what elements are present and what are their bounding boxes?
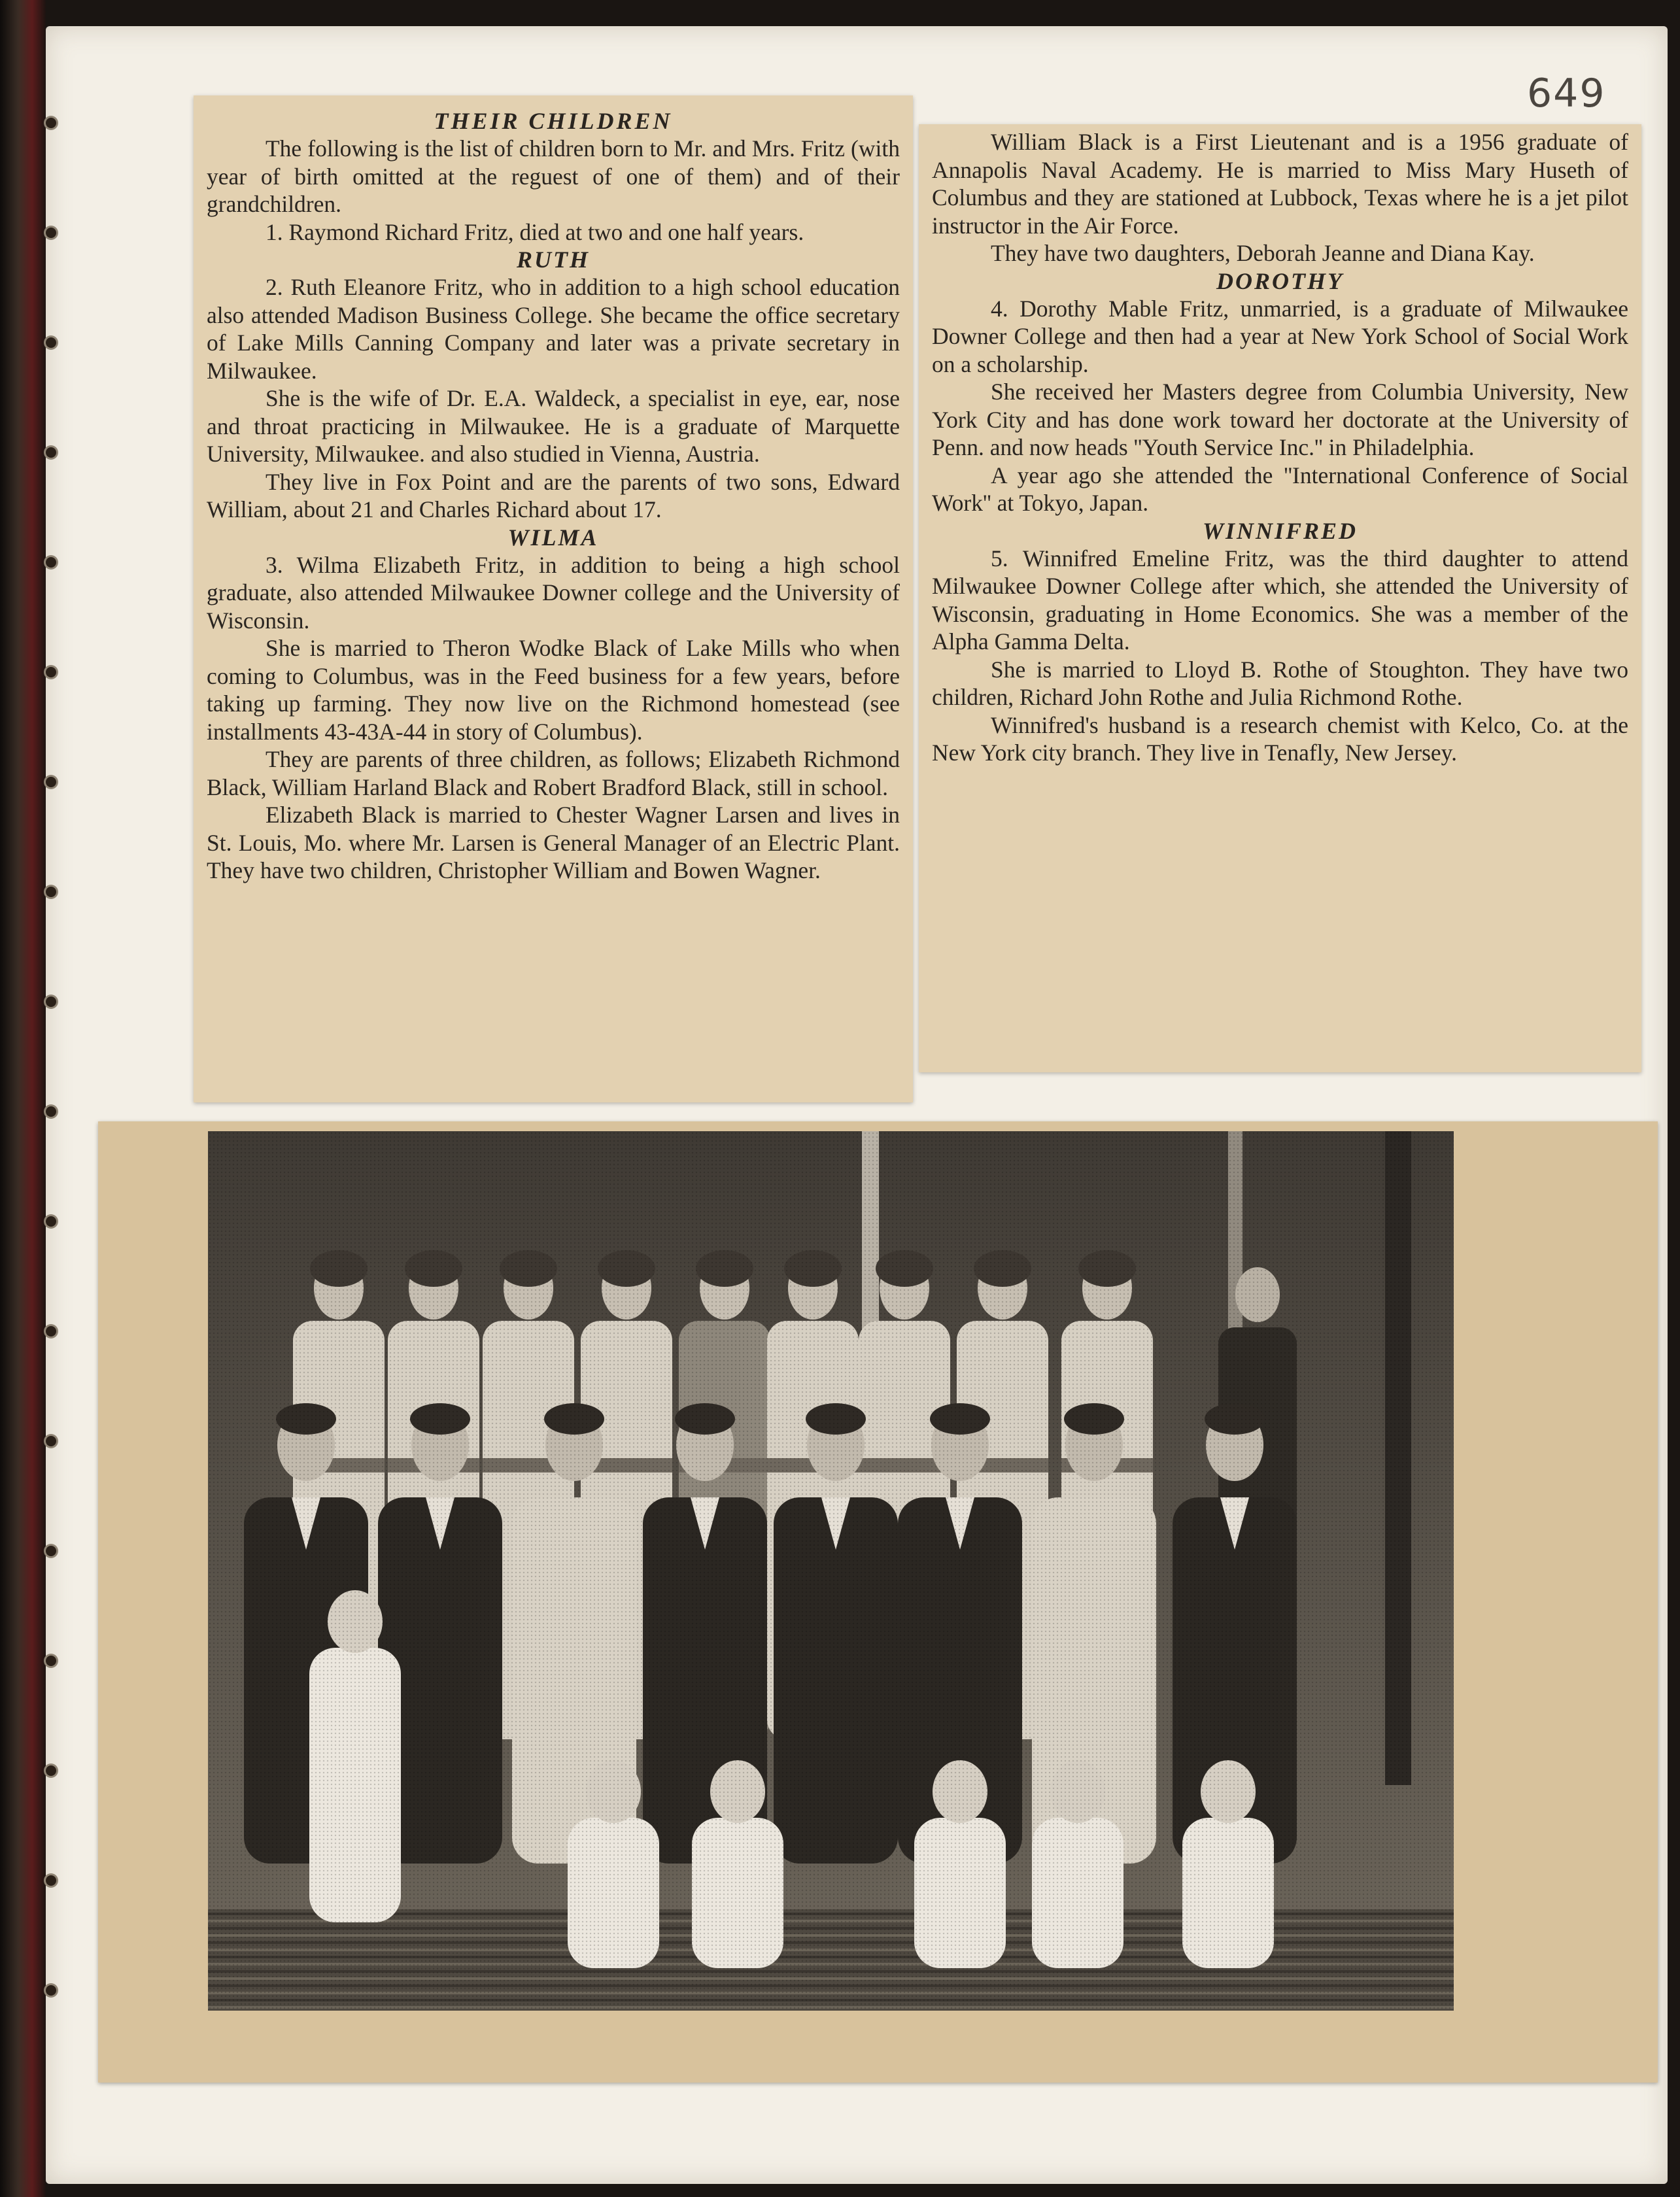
binder-ring <box>46 1765 56 1776</box>
binder-ring <box>46 667 56 677</box>
family-group-photo-icon <box>208 1131 1454 2011</box>
wilma-paragraph: 3. Wilma Elizabeth Fritz, in addition to being a high school graduate, also attended Milwaukee Downer college and the University of Wisconsin. <box>207 551 900 634</box>
ruth-paragraph: They live in Fox Point and are the parents of two sons, Edward William, about 21 and Charles Richard about 17. <box>207 468 900 522</box>
wilma-paragraph: She is married to Theron Wodke Black of Lake Mills who when coming to Columbus, was in the Feed business for a few years, before taking up farming. They now live on the Richmond homestead (see installments 43-43A-44 in story of Columbus). <box>207 635 900 745</box>
binder-ring <box>46 1985 56 1996</box>
section-heading-wilma: WILMA <box>507 524 599 551</box>
right-newspaper-clipping <box>919 124 1641 1072</box>
winnifred-paragraph: She is married to Lloyd B. Rothe of Stoughton. They have two children, Richard John Rothe and Julia Richmond Rothe. <box>932 656 1628 710</box>
winnifred-paragraph: Winnifred's husband is a research chemist with Kelco, Co. at the New York city branch. They live in Tenafly, New Jersey. <box>932 711 1628 766</box>
section-heading-ruth: RUTH <box>516 247 590 273</box>
left-newspaper-clipping <box>194 95 913 1102</box>
dorothy-paragraph: A year ago she attended the ''International Conference of Social Work'' at Tokyo, Japan. <box>932 462 1628 516</box>
binder-ring <box>46 337 56 348</box>
binder-ring <box>46 1546 56 1556</box>
william-daughters-paragraph: They have two daughters, Deborah Jeanne and Diana Kay. <box>991 240 1535 266</box>
binder-ring <box>46 996 56 1007</box>
article-title: THEIR CHILDREN <box>434 108 673 134</box>
binder-ring <box>46 447 56 458</box>
section-heading-winnifred: WINNIFRED <box>1202 517 1358 544</box>
page-number: 649 <box>1527 71 1606 116</box>
ruth-paragraph: She is the wife of Dr. E.A. Waldeck, a specialist in eye, ear, nose and throat practicing in Milwaukee. He is a graduate of Marquette University, Milwaukee. and also studied in Vienna, Austria. <box>207 385 900 467</box>
binder-ring <box>46 1216 56 1227</box>
wilma-paragraph: Elizabeth Black is married to Chester Wagner Larsen and lives in St. Louis, Mo. where Mr. Larsen is General Manager of an Electric Plant. They have two children, Christopher William and Bowen Wagner. <box>207 802 900 883</box>
dorothy-paragraph: 4. Dorothy Mable Fritz, unmarried, is a graduate of Milwaukee Downer College and then had a year at New York School of Social Work on a scholarship. <box>932 295 1628 377</box>
binder-ring <box>46 118 56 128</box>
binder-ring <box>46 887 56 897</box>
binder-ring <box>46 228 56 238</box>
raymond-paragraph: 1. Raymond Richard Fritz, died at two and one half years. <box>266 218 804 245</box>
dorothy-paragraph: She received her Masters degree from Columbia University, New York City and has done work toward her doctorate at the University of Penn. and now heads ''Youth Service Inc.'' in Philadelphia. <box>932 379 1628 460</box>
photo-illustration <box>208 1131 1454 2011</box>
album-binding <box>0 0 46 2197</box>
intro-paragraph: The following is the list of children born to Mr. and Mrs. Fritz (with year of birth omitted at the reguest of one of them) and of their grandchildren. <box>207 135 900 217</box>
binder-ring <box>46 1436 56 1446</box>
binder-ring <box>46 1875 56 1886</box>
ruth-paragraph: 2. Ruth Eleanore Fritz, who in addition to a high school education also attended Madison Business College. She became the office secretary of Lake Mills Canning Company and later was a private secretary in Milwaukee. <box>207 274 900 384</box>
william-paragraph: William Black is a First Lieutenant and is a 1956 graduate of Annapolis Naval Academy. He is married to Miss Mary Huseth of Columbus and they are stationed at Lubbock, Texas where he is a jet pilot instructor in the Air Force. <box>932 129 1628 239</box>
binder-ring <box>46 557 56 568</box>
wilma-paragraph: They are parents of three children, as follows; Elizabeth Richmond Black, William Harland Black and Robert Bradford Black, still in school. <box>207 746 900 800</box>
binder-ring <box>46 1326 56 1337</box>
binder-ring <box>46 1656 56 1666</box>
binder-rings <box>46 0 65 2197</box>
binder-ring <box>46 1106 56 1117</box>
binder-ring <box>46 777 56 787</box>
winnifred-paragraph: 5. Winnifred Emeline Fritz, was the third daughter to attend Milwaukee Downer College after which, she attended the University of Wisconsin, graduating in Home Economics. She was a member of the Alpha Gamma Delta. <box>932 545 1628 655</box>
section-heading-dorothy: DOROTHY <box>1216 267 1344 294</box>
